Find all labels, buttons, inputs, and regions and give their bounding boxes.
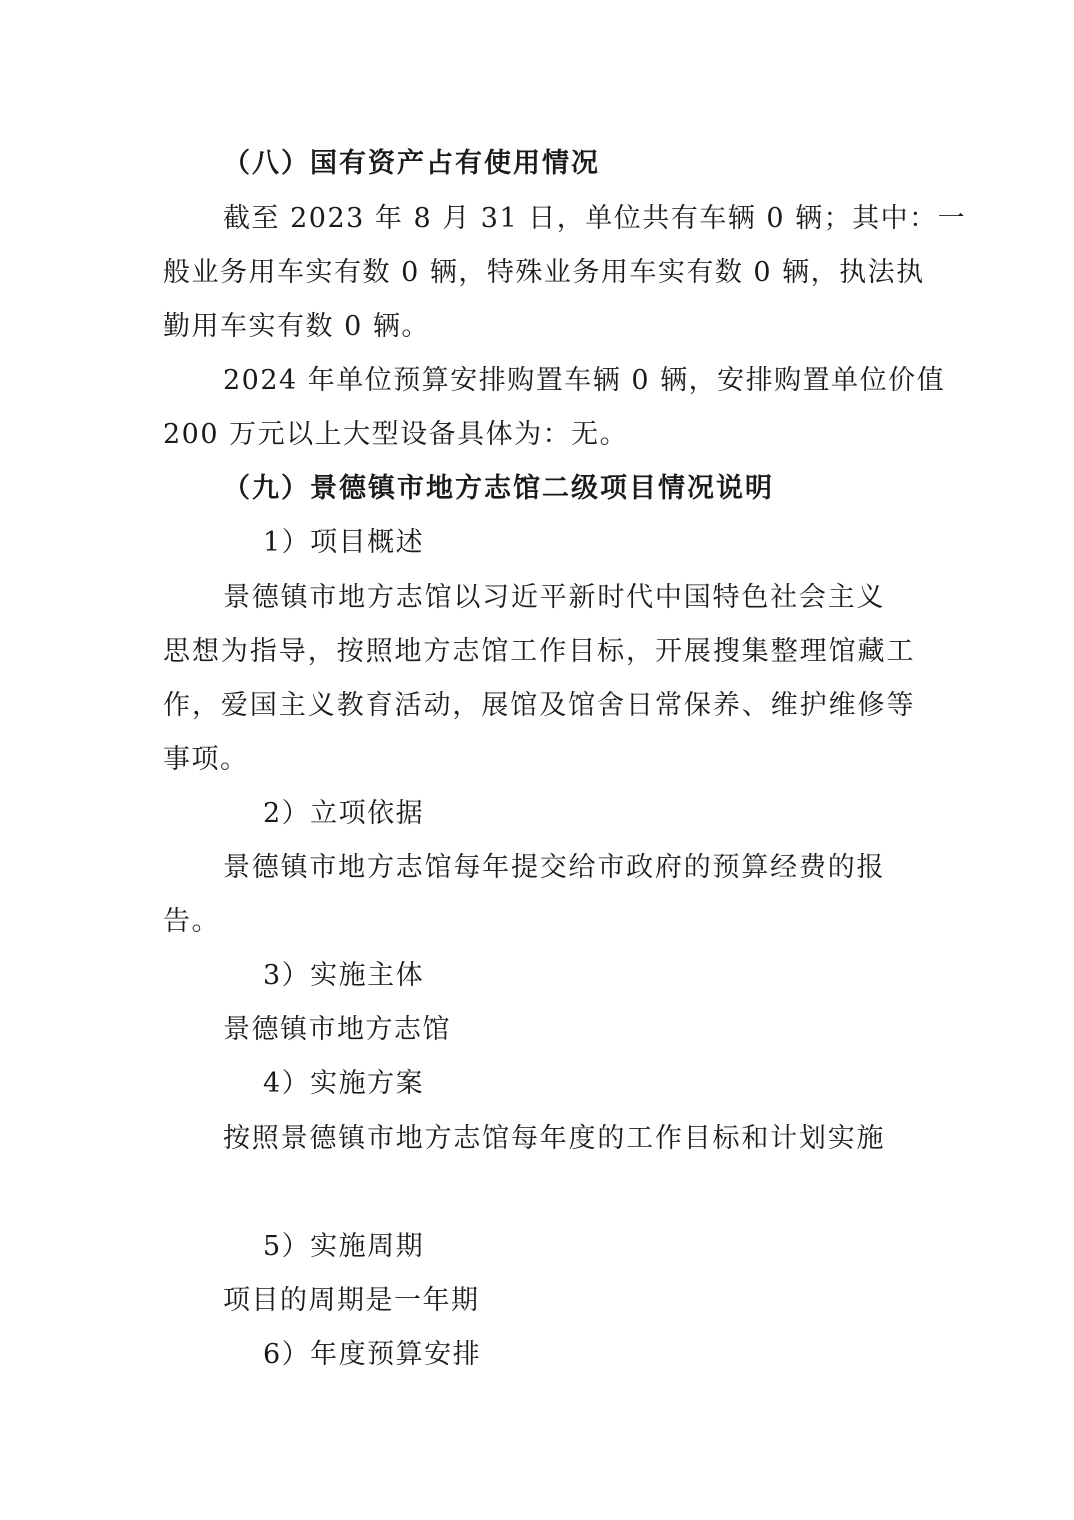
- paragraph-line: 景德镇市地方志馆以习近平新时代中国特色社会主义: [223, 582, 885, 613]
- paragraph-line: 项目的周期是一年期: [223, 1285, 480, 1316]
- paragraph-line: 勤用车实有数 0 辆。: [163, 311, 430, 342]
- item-title: 1）项目概述: [263, 527, 425, 558]
- section-heading-project: （九）景德镇市地方志馆二级项目情况说明: [223, 473, 774, 504]
- paragraph-line: 事项。: [163, 744, 249, 775]
- paragraph-line: 景德镇市地方志馆每年提交给市政府的预算经费的报: [223, 852, 885, 883]
- paragraph-line: 按照景德镇市地方志馆每年度的工作目标和计划实施: [223, 1123, 885, 1154]
- paragraph-line: 200 万元以上大型设备具体为：无。: [163, 419, 629, 450]
- item-title: 6）年度预算安排: [263, 1339, 482, 1370]
- paragraph-line: 2024 年单位预算安排购置车辆 0 辆，安排购置单位价值: [223, 365, 946, 396]
- item-title: 5）实施周期: [263, 1231, 425, 1262]
- paragraph-line: 般业务用车实有数 0 辆，特殊业务用车实有数 0 辆，执法执: [163, 257, 925, 288]
- item-title: 4）实施方案: [263, 1068, 425, 1099]
- section-heading-assets: （八）国有资产占有使用情况: [223, 148, 600, 179]
- item-title: 3）实施主体: [263, 960, 425, 991]
- paragraph-line: 思想为指导，按照地方志馆工作目标，开展搜集整理馆藏工: [163, 636, 915, 667]
- paragraph-line: 告。: [163, 906, 220, 937]
- item-title: 2）立项依据: [263, 798, 425, 829]
- paragraph-line: 作，爱国主义教育活动，展馆及馆舍日常保养、维护维修等: [163, 690, 915, 721]
- paragraph-line: 截至 2023 年 8 月 31 日，单位共有车辆 0 辆；其中：一: [223, 203, 967, 234]
- paragraph-line: 景德镇市地方志馆: [223, 1014, 451, 1045]
